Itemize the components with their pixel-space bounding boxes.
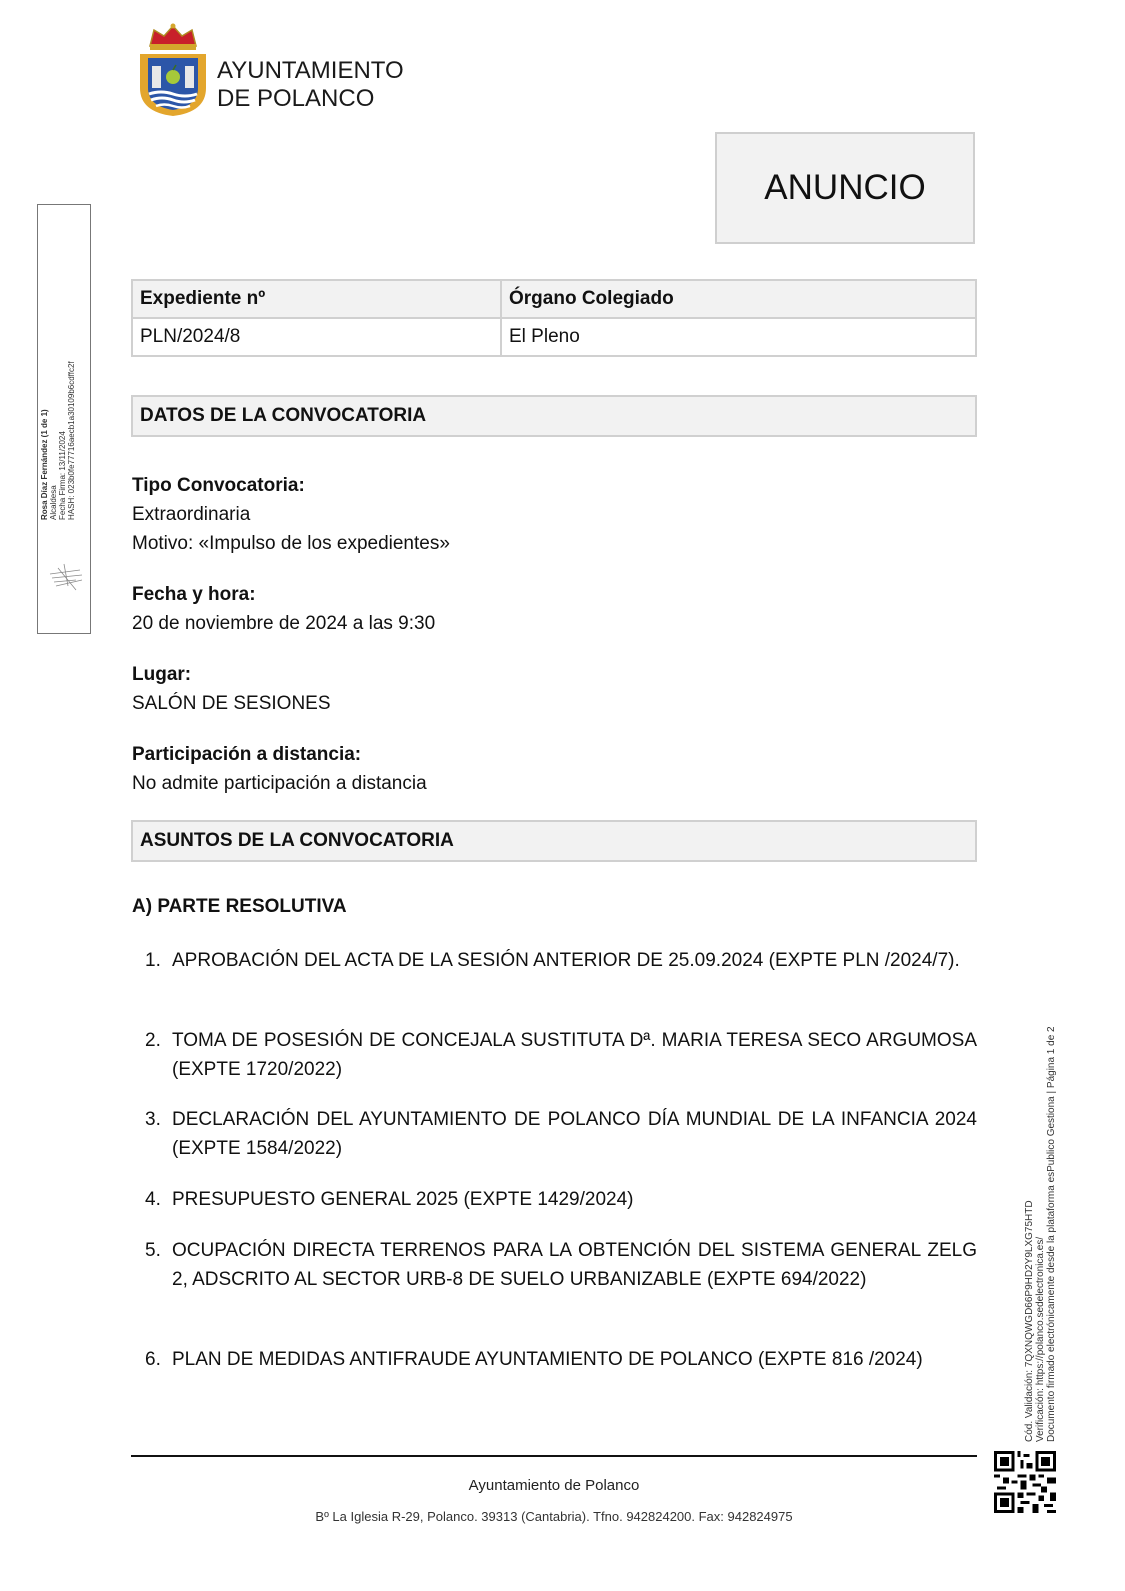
footer-divider [131,1455,977,1457]
item-text: TOMA DE POSESIÓN DE CONCEJALA SUSTITUTA Dª. MARIA TERESA SECO ARGUMOSA (EXPTE 1720/2022) [172,1030,977,1080]
expediente-table [131,279,977,357]
datos-section-header: DATOS DE LA CONVOCATORIA [131,395,977,437]
asuntos-section-header: ASUNTOS DE LA CONVOCATORIA [131,820,977,862]
list-item [145,1185,977,1214]
field-label: Fecha y hora: [132,584,256,605]
organization-name-line1: AYUNTAMIENTO [217,57,404,84]
header-organo: Órgano Colegiado [501,280,976,318]
field-label: Participación a distancia: [132,744,362,765]
item-number: 6. [145,1349,161,1370]
organization-name [217,57,404,113]
field-label: Lugar: [132,664,192,685]
parte-resolutiva-title: A) PARTE RESOLUTIVA [132,896,347,917]
field-value: No admite participación a distancia [132,773,427,794]
footer-organization: Ayuntamiento de Polanco [468,1477,640,1494]
item-text: DECLARACIÓN DEL AYUNTAMIENTO DE POLANCO DÍA MUNDIAL DE LA INFANCIA 2024 (EXPTE 1584/2022) [172,1109,977,1159]
handwritten-signature-icon [46,560,86,594]
signature-info [40,320,76,520]
list-item [145,1026,977,1084]
item-text: PLAN DE MEDIDAS ANTIFRAUDE AYUNTAMIENTO DE POLANCO (EXPTE 816 /2024) [172,1349,923,1370]
verification-url[interactable]: Verificación: https://polanco.sedelectronica.es/ [1035,1236,1046,1442]
field-value: Motivo: «Impulso de los expedientes» [132,533,450,554]
list-item [145,1105,977,1163]
validation-code: Cód. Validación: 7QXNQWGD66P9HD2Y9LXG75HTD [1024,1200,1035,1442]
table-row [132,318,976,356]
signer-name: Rosa Díaz Fernández (1 de 1) [40,409,49,520]
signer-role: Alcaldesa [49,485,58,520]
value-expediente: PLN/2024/8 [132,318,501,356]
validation-info [1024,1026,1057,1442]
list-item [145,1236,977,1294]
item-number: 1. [145,950,161,971]
platform-note: Documento firmado electrónicamente desde la plataforma esPublico Gestiona | Página 1 de 2 [1046,1026,1057,1442]
signature-date: Fecha Firma: 13/11/2024 [58,431,67,520]
organization-name-line2: DE POLANCO [217,85,375,112]
signature-hash: HASH: 023b0fe77716aecb1a30109b6cdffc2f [67,361,76,520]
header-expediente: Expediente nº [132,280,501,318]
item-text: PRESUPUESTO GENERAL 2025 (EXPTE 1429/2024) [172,1189,634,1210]
item-text: APROBACIÓN DEL ACTA DE LA SESIÓN ANTERIOR DE 25.09.2024 (EXPTE PLN /2024/7). [172,950,960,971]
item-number: 3. [145,1109,161,1130]
field-value: 20 de noviembre de 2024 a las 9:30 [132,613,436,634]
item-text: OCUPACIÓN DIRECTA TERRENOS PARA LA OBTENCIÓN DEL SISTEMA GENERAL ZELG 2, ADSCRITO AL SECTOR URB-8 DE SUELO URBANIZABLE (EXPTE 694/2022) [172,1240,977,1290]
coat-of-arms-icon [136,22,210,118]
footer-address: Bº La Iglesia R-29, Polanco. 39313 (Cantabria). Tfno. 942824200. Fax: 942824975 [315,1509,793,1524]
field-participacion [132,740,427,798]
field-lugar [132,660,331,718]
field-value: SALÓN DE SESIONES [132,693,331,714]
item-number: 5. [145,1240,161,1261]
list-item [145,946,977,975]
field-label: Tipo Convocatoria: [132,475,305,496]
value-organo: El Pleno [501,318,976,356]
document-type-box: ANUNCIO [715,132,975,244]
item-number: 2. [145,1030,161,1051]
item-number: 4. [145,1189,161,1210]
list-item [145,1345,977,1374]
field-fecha-hora [132,580,435,638]
field-tipo-convocatoria [132,471,450,558]
table-header-row [132,280,976,318]
qr-code-icon[interactable] [994,1451,1056,1513]
field-value: Extraordinaria [132,504,251,525]
